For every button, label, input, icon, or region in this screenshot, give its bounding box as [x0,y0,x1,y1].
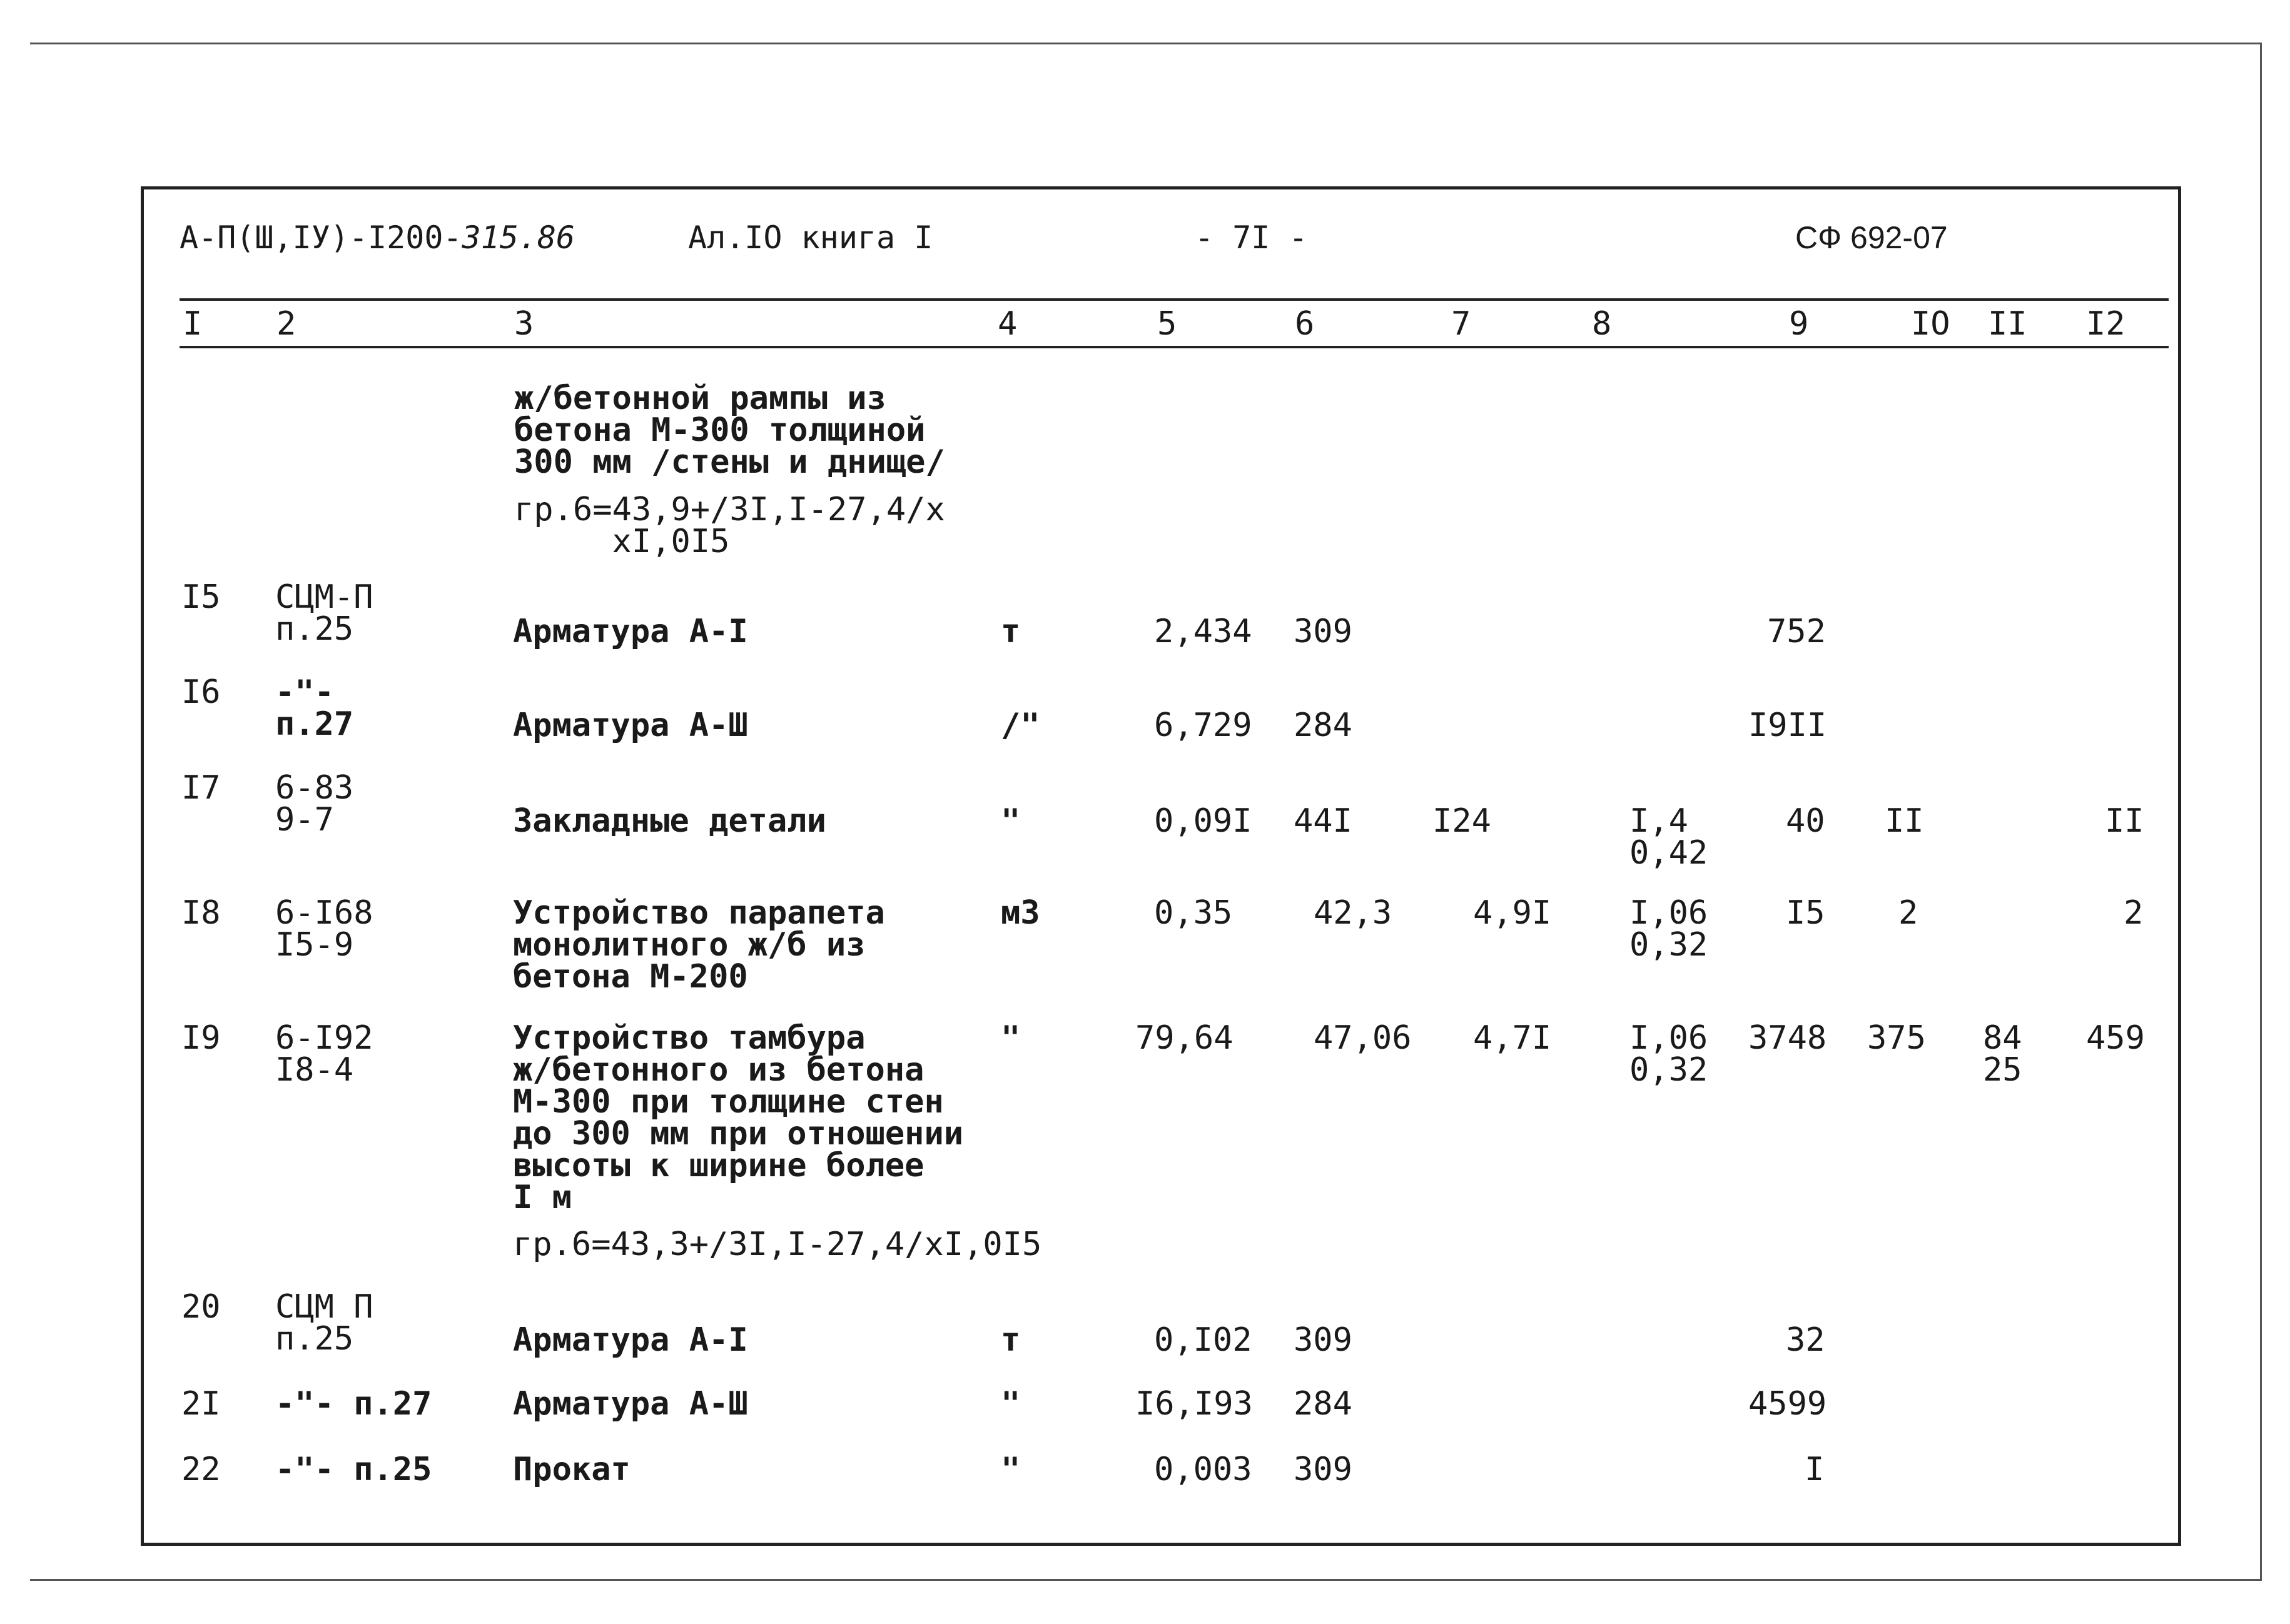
intro-description: ж/бетонной рампы из бетона М-300 толщиной 300 мм /стены и днище/ [514,380,945,481]
row-number: I9 [181,1019,221,1057]
norm-code: 6-I68 I5-9 [275,894,373,964]
quantity: 0,35 [1154,894,1233,932]
column-number-7: 7 [1451,305,1471,343]
row-number: 2I [181,1385,221,1423]
row-number: 20 [181,1288,221,1326]
col-6-value: 284 [1294,1385,1352,1423]
header-rule-top [180,298,2169,301]
row-number: I5 [181,578,221,616]
col-9-value: 40 [1786,802,1825,840]
col-6-value: 309 [1294,1451,1352,1488]
col-8-value: I,4 0,42 [1629,802,1708,872]
col-6-value: 42,3 [1314,894,1392,932]
document-code-handwritten: 315.86 [462,219,575,256]
col-9-value: 32 [1786,1321,1825,1359]
work-description: Устройство парапета монолитного ж/б из бетона М-200 [513,894,885,996]
col-6-value: 44I [1294,802,1352,840]
work-description: Арматура А-I [513,613,748,650]
work-formula: гр.6=43,3+/3I,I-27,4/хI,0I5 [513,1226,1042,1263]
work-description: Арматура А-I [513,1321,748,1359]
column-number-6: 6 [1295,305,1315,343]
unit: т [1001,613,1021,650]
col-8-value: I,06 0,32 [1629,894,1708,964]
col-9-value: 752 [1767,613,1826,650]
unit: " [1001,1019,1021,1057]
quantity: 0,09I [1154,802,1252,840]
column-number-9: 9 [1789,305,1809,343]
col-12-value: 459 [2086,1019,2145,1057]
column-number-3: 3 [514,305,534,343]
column-number-5: 5 [1157,305,1177,343]
norm-code: -"- п.25 [275,1451,432,1488]
col-7-value: I24 [1432,802,1491,840]
quantity: 79,64 [1135,1019,1234,1057]
row-number: I8 [181,894,221,932]
col-7-value: 4,9I [1473,894,1552,932]
column-number-10: IO [1911,305,1950,343]
col-6-value: 309 [1294,613,1352,650]
quantity: 2,434 [1154,613,1252,650]
quantity: I6,I93 [1135,1385,1253,1423]
norm-code: 6-83 9-7 [275,769,354,839]
quantity: 0,003 [1154,1451,1252,1488]
col-9-value: 3748 [1748,1019,1827,1057]
col-10-value: II [1885,802,1924,840]
unit: м3 [1001,894,1040,932]
unit: /" [1001,707,1040,744]
col-11-value: 84 25 [1983,1019,2022,1089]
norm-code: -"- п.27 [275,673,354,743]
col-6-value: 309 [1294,1321,1352,1359]
work-description: Арматура А-Ш [513,1385,748,1423]
column-number-8: 8 [1592,305,1612,343]
sheet-code: СФ 692-07 [1795,220,1948,255]
document-code [180,219,575,256]
page-number: - 7I - [1195,219,1308,256]
norm-code: 6-I92 I8-4 [275,1019,373,1089]
album-label: Ал.IO книга I [688,219,933,256]
row-number: I7 [181,769,221,807]
col-9-value: 4599 [1748,1385,1827,1423]
column-number-11: II [1988,305,2027,343]
quantity: 6,729 [1154,707,1252,744]
col-10-value: 375 [1867,1019,1926,1057]
quantity: 0,I02 [1154,1321,1252,1359]
unit: " [1001,802,1021,840]
intro-formula: гр.6=43,9+/3I,I-27,4/х хI,0I5 [514,491,945,560]
column-number-1: I [183,305,203,343]
work-description: Арматура А-Ш [513,707,748,744]
col-12-value: II [2105,802,2144,840]
col-6-value: 47,06 [1314,1019,1412,1057]
norm-code: СЦМ-П п.25 [275,578,373,648]
column-number-12: I2 [2086,305,2125,343]
work-description: Закладные детали [513,802,826,840]
norm-code: -"- п.27 [275,1385,432,1423]
col-7-value: 4,7I [1473,1019,1552,1057]
row-number: I6 [181,673,221,711]
col-9-value: I5 [1786,894,1825,932]
col-9-value: I [1805,1451,1825,1488]
col-6-value: 284 [1294,707,1352,744]
unit: т [1001,1321,1021,1359]
col-12-value: 2 [2124,894,2144,932]
norm-code: СЦМ П п.25 [275,1288,373,1358]
work-description: Устройство тамбура ж/бетонного из бетона М-300 при толщине стен до 300 мм при отношении высоты к ширине более I м [513,1019,964,1216]
col-9-value: I9II [1748,707,1827,744]
unit: " [1001,1451,1021,1488]
unit: " [1001,1385,1021,1423]
column-number-2: 2 [276,305,296,343]
header-rule-bottom [180,346,2169,348]
row-number: 22 [181,1451,221,1488]
document-code-prefix: А-П(Ш,IУ)-I200- [180,219,462,256]
column-number-4: 4 [998,305,1018,343]
work-description: Прокат [513,1451,631,1488]
col-8-value: I,06 0,32 [1629,1019,1708,1089]
col-10-value: 2 [1898,894,1918,932]
